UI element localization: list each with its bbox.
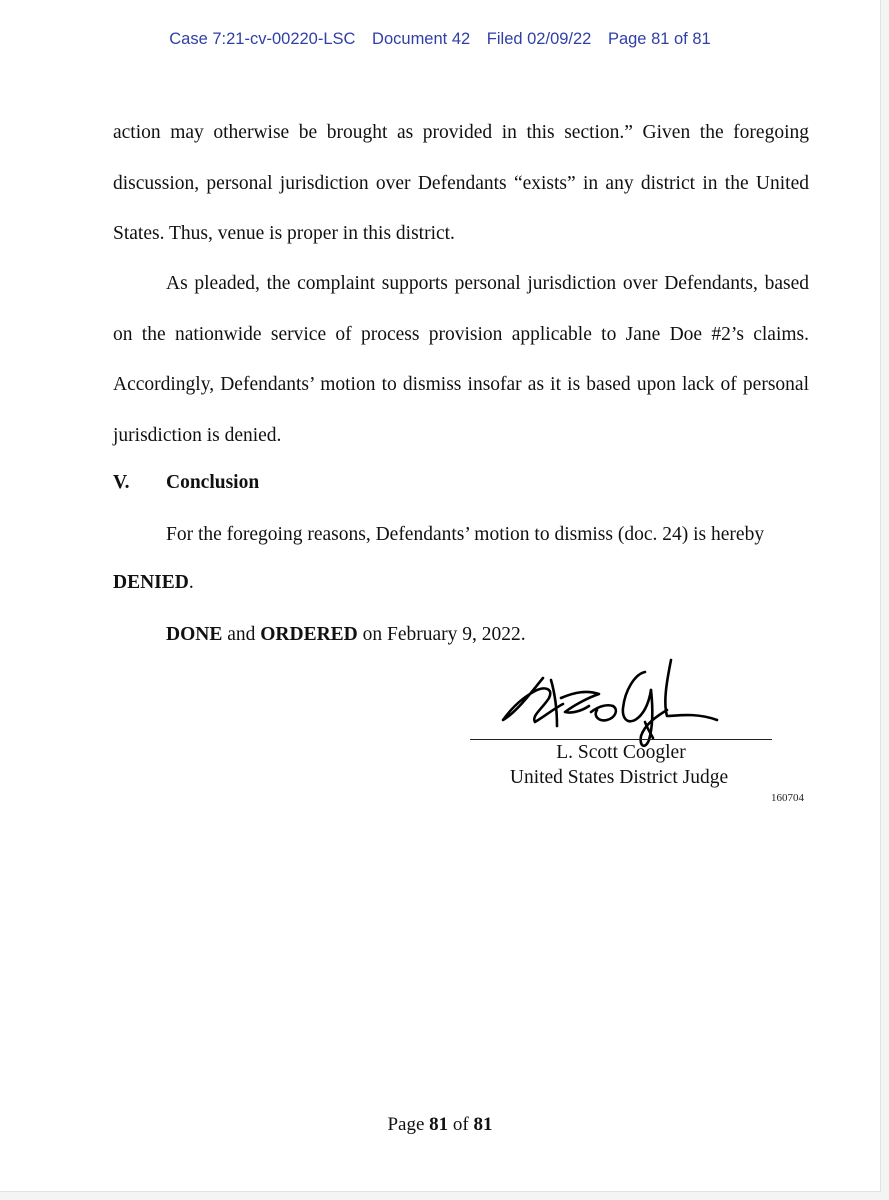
footer-page-word: Page: [387, 1114, 425, 1135]
order-done: DONE: [166, 624, 223, 645]
header-page-count: Page 81 of 81: [607, 30, 711, 48]
paragraph-jurisdiction: As pleaded, the complaint supports personal jurisdiction over Defendants, based on the nationwide service of process provision applicable to Jane Doe #2’s claims. Accordingly, Defendants’ motion to dismiss insofar as it is based upon lack of personal jurisdiction is denied.: [113, 273, 809, 446]
signature-line: [470, 739, 772, 740]
paragraph-venue: action may otherwise be brought as provided in this section.” Given the foregoing discussion, personal jurisdiction over Defendants “exists” in any district in the United States. Thus, venue is proper in this district.: [113, 122, 809, 244]
ruling-denied: DENIED: [113, 572, 189, 593]
footer-of: of: [452, 1114, 469, 1135]
ruling-line: [113, 568, 194, 598]
section-title: Conclusion: [166, 472, 260, 493]
document-number: Document 42: [372, 30, 471, 48]
document-body: [113, 0, 809, 700]
order-date: on February 9, 2022.: [362, 624, 526, 645]
ruling-period: .: [188, 572, 194, 593]
judge-name: L. Scott Coogler: [556, 742, 686, 763]
page-footer: [0, 1114, 880, 1136]
judge-title: United States District Judge: [509, 767, 729, 788]
conclusion-text: For the foregoing reasons, Defendants’ motion to dismiss (doc. 24) is hereby: [166, 524, 765, 545]
order-and: and: [227, 624, 256, 645]
order-line: [166, 620, 526, 650]
order-ordered: ORDERED: [260, 624, 358, 645]
document-id-number: 160704: [771, 792, 804, 804]
section-number: V.: [113, 472, 130, 493]
footer-current-page: 81: [429, 1114, 449, 1135]
case-number: Case 7:21-cv-00220-LSC: [169, 30, 356, 48]
section-heading: [113, 468, 259, 498]
filed-date: Filed 02/09/22: [486, 30, 592, 48]
footer-total-pages: 81: [473, 1114, 493, 1135]
